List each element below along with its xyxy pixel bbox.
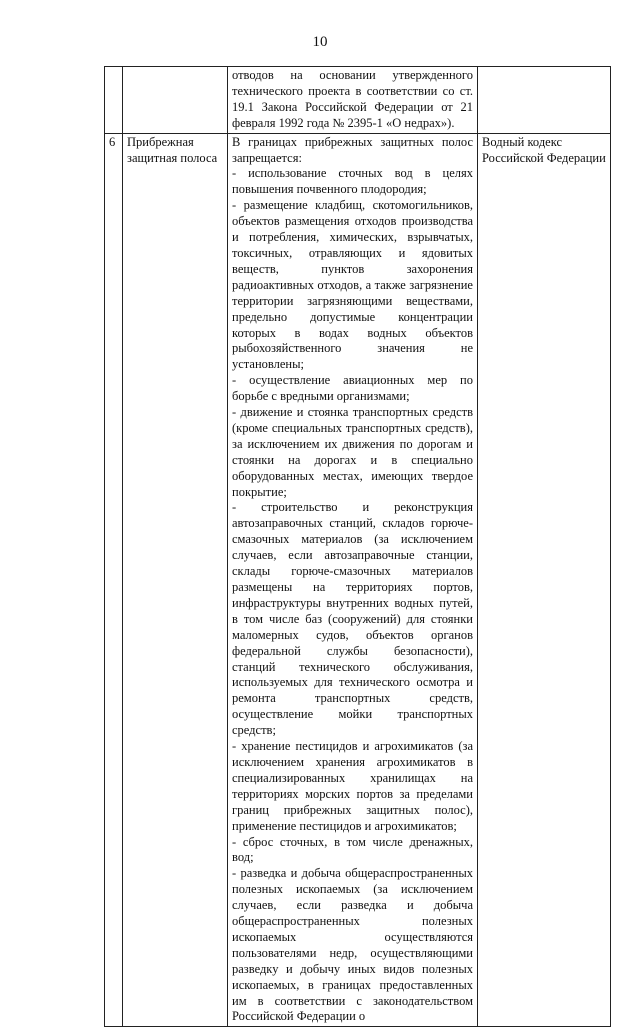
restrictions-cell — [228, 67, 478, 134]
row-number-cell — [105, 67, 123, 134]
restriction-paragraph: - разведка и добыча общераспространенных полезных ископаемых (за исключением случаев, если разведка и добыча общераспространенных полезных ископаемых осуществляются пользователями недр, осуществляющими разведку и добычу иных видов полезных ископаемых, в границах предоставленных им в соответствии с законодательством Российской Федерации о — [232, 866, 473, 1024]
restriction-paragraph: - использование сточных вод в целях повышения почвенного плодородия; — [232, 166, 473, 197]
table-row — [105, 133, 611, 1027]
zone-name-cell: Прибрежная защитная полоса — [123, 133, 228, 1027]
restriction-paragraph: - размещение кладбищ, скотомогильников, объектов размещения отходов производства и потребления, химических, взрывчатых, токсичных, отравляющих и ядовитых веществ, пунктов захоронения радиоактивных отходов, а также загрязнение территории загрязняющими веществами, предельно допустимые концентрации которых в водах водных объектов рыбохозяйственного значения не установлены; — [232, 198, 473, 372]
restriction-paragraph: - движение и стоянка транспортных средств (кроме специальных транспортных средств), за исключением их движения по дорогам и стоянки на дорогах и в специально оборудованных местах, имеющих твердое покрытие; — [232, 405, 473, 499]
restriction-paragraph: - осуществление авиационных мер по борьбе с вредными организмами; — [232, 373, 473, 404]
legal-source-cell — [478, 67, 611, 134]
restriction-paragraph: отводов на основании утвержденного технического проекта в соответствии со ст. 19.1 Закона Российской Федерации от 21 февраля 1992 года № 2395-1 «О недрах»). — [232, 68, 473, 130]
restriction-paragraph: - строительство и реконструкция автозаправочных станций, складов горюче-смазочных материалов (за исключением случаев, если автозаправочные станции, склады горюче-смазочных материалов размещены на территориях портов, инфраструктуры внутренних водных путей, в том числе баз (сооружений) для стоянки маломерных судов, объектов органов федеральной службы безопасности), станций технического обслуживания, используемых для технического осмотра и ремонта транспортных средств, осуществление мойки транспортных средств; — [232, 500, 473, 738]
legal-source-cell: Водный кодекс Российской Федерации — [478, 133, 611, 1027]
restrictions-cell — [228, 133, 478, 1027]
zones-table — [104, 66, 611, 1027]
table-row — [105, 67, 611, 134]
zone-name-cell — [123, 67, 228, 134]
restriction-paragraph: - сброс сточных, в том числе дренажных, вод; — [232, 834, 473, 865]
restriction-paragraph: - хранение пестицидов и агрохимикатов (за исключением хранения агрохимикатов в специализированных хранилищах на территориях морских портов за пределами границ прибрежных защитных полос), применение пестицидов и агрохимикатов; — [232, 739, 473, 833]
row-number-cell: 6 — [105, 133, 123, 1027]
page-number: 10 — [312, 34, 328, 50]
restriction-paragraph: В границах прибрежных защитных полос запрещается: — [232, 134, 473, 165]
